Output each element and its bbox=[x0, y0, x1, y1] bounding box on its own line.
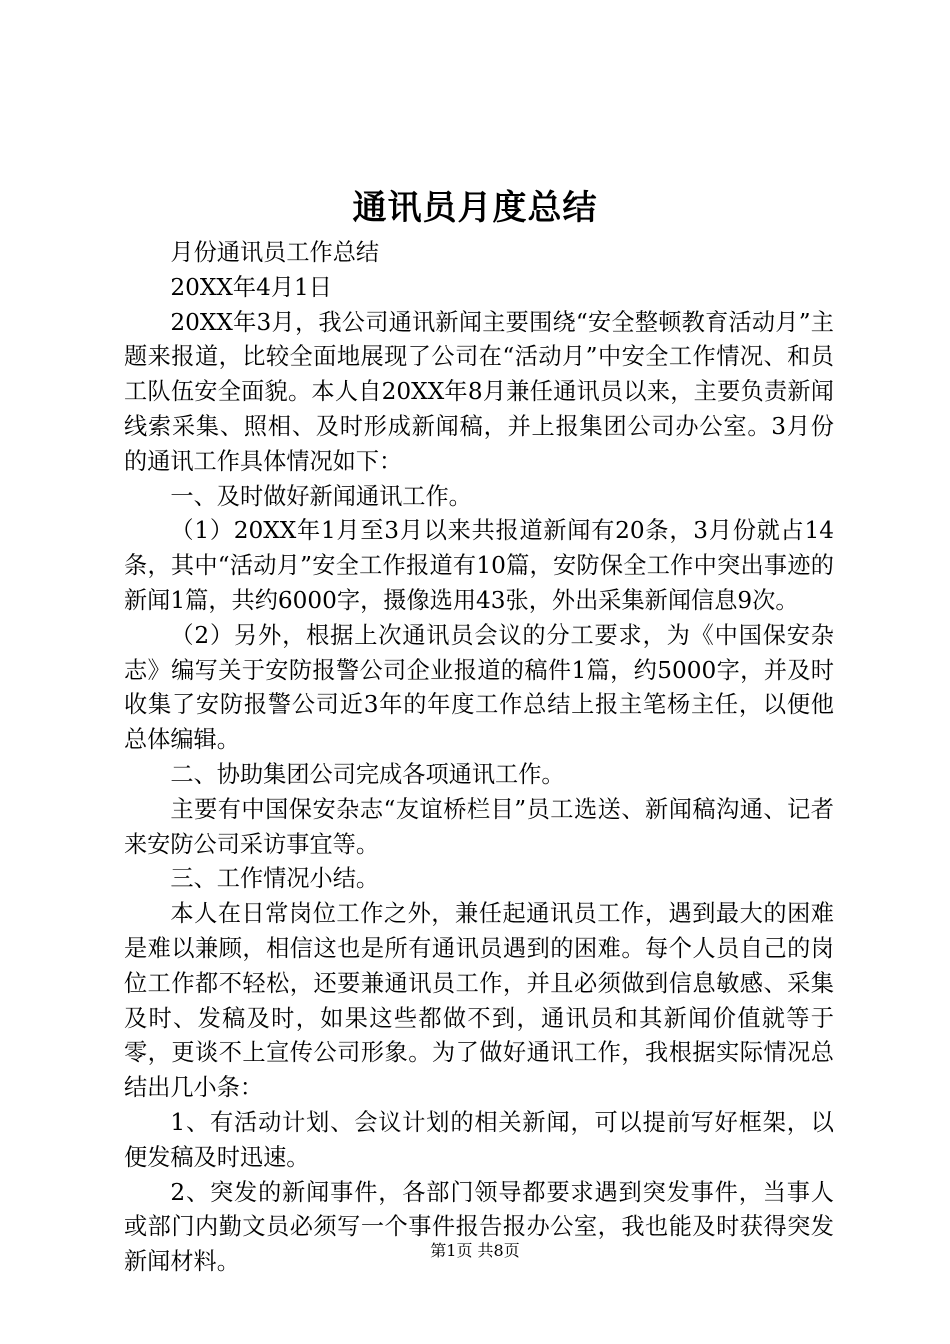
summary-paragraph: 本人在日常岗位工作之外，兼任起通讯员工作，遇到最大的困难是难以兼顾，相信这也是所有通讯员遇到的困难。每个人员自己的岗位工作都不轻松，还要兼通讯员工作，并且必须做到信息敏感、采集及时、发稿及时，如果这些都做不到，通讯员和其新闻价值就等于零，更谈不上宣传公司形象。为了做好通讯工作，我根据实际情况总结出几小条： bbox=[124, 900, 834, 1102]
date-paragraph: 20XX年4月1日 bbox=[170, 273, 332, 301]
document-title: 通讯员月度总结 bbox=[352, 188, 598, 228]
page-number-footer: 第1页 共8页 bbox=[430, 1241, 520, 1260]
point-paragraph-1: 1、有活动计划、会议计划的相关新闻，可以提前写好框架，以便发稿及时迅速。 bbox=[124, 1108, 834, 1171]
item-paragraph-2: （2）另外，根据上次通讯员会议的分工要求，为《中国保安杂志》编写关于安防报警公司企业报道的稿件1篇，约5000字，并及时收集了安防报警公司近3年的年度工作总结上报主笔杨主任，以便他总体编辑。 bbox=[124, 621, 834, 754]
section-2-paragraph: 主要有中国保安杂志“友谊桥栏目”员工选送、新闻稿沟通、记者来安防公司采访事宜等。 bbox=[124, 795, 834, 858]
intro-paragraph: 20XX年3月，我公司通讯新闻主要围绕“安全整顿教育活动月”主题来报道，比较全面地展现了公司在“活动月”中安全工作情况、和员工队伍安全面貌。本人自20XX年8月兼任通讯员以来，主要负责新闻线索采集、照相、及时形成新闻稿，并上报集团公司办公室。3月份的通讯工作具体情况如下： bbox=[124, 308, 834, 475]
document-body bbox=[124, 236, 834, 1280]
section-heading-1: 一、及时做好新闻通讯工作。 bbox=[170, 482, 472, 510]
section-heading-3: 三、工作情况小结。 bbox=[170, 865, 380, 893]
point-paragraph-2: 2、突发的新闻事件，各部门领导都要求遇到突发事件，当事人或部门内勤文员必须写一个事件报告报办公室，我也能及时获得突发新闻材料。 bbox=[124, 1178, 834, 1276]
section-heading-2: 二、协助集团公司完成各项通讯工作。 bbox=[170, 760, 565, 788]
item-paragraph-1: （1）20XX年1月至3月以来共报道新闻有20条，3月份就占14条，其中“活动月”安全工作报道有10篇，安防保全工作中突出事迹的新闻1篇，共约6000字，摄像选用43张，外出采集新闻信息9次。 bbox=[124, 517, 834, 614]
subtitle-paragraph: 月份通讯员工作总结 bbox=[170, 239, 380, 266]
